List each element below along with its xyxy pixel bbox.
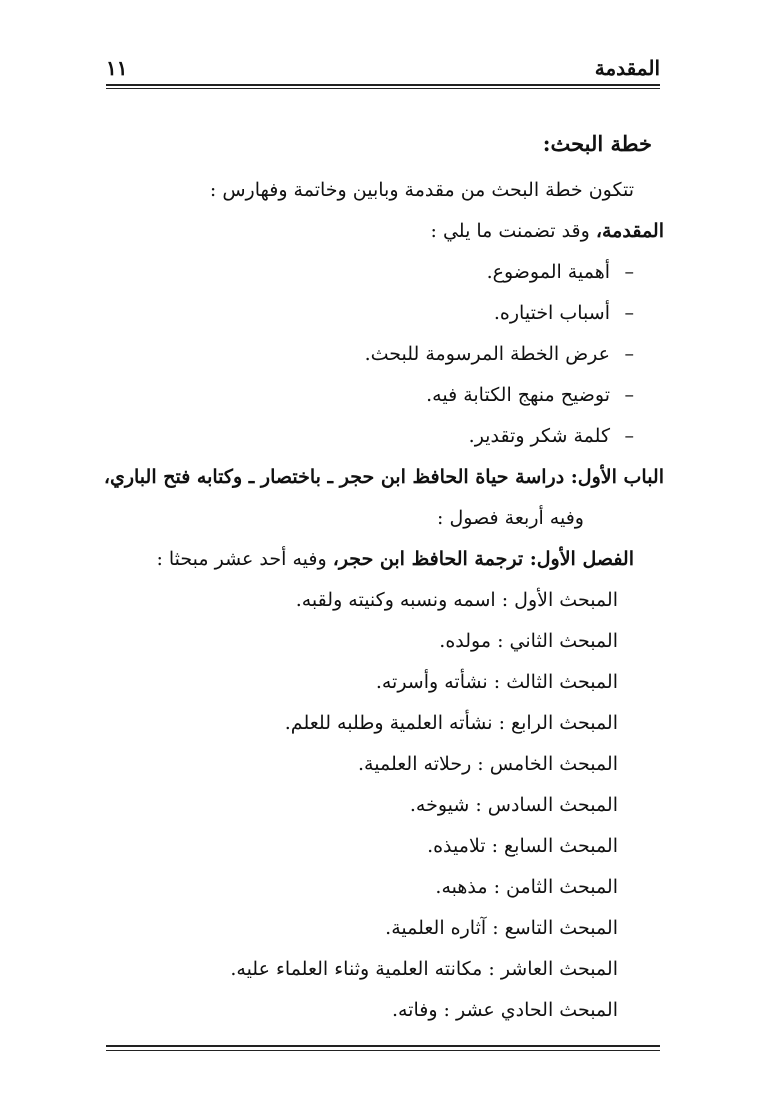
page-body [100, 118, 664, 1031]
topic-item: المبحث السادس : شيوخه. [409, 794, 618, 816]
section-heading: خطة البحث: [542, 131, 652, 156]
topic-item: المبحث التاسع : آثاره العلمية. [385, 917, 618, 939]
footer-rule [106, 1045, 660, 1047]
chapter-one-rest: وفيه أحد عشر مبحثا : [156, 548, 333, 570]
intro-paragraph: تتكون خطة البحث من مقدمة وبابين وخاتمة وفهارس : [209, 179, 634, 201]
footer-rule-thin [106, 1050, 660, 1051]
introduction-lead: المقدمة، [595, 220, 664, 242]
running-title: المقدمة [594, 56, 660, 80]
page-number: ١١ [106, 56, 128, 80]
bullet-text: كلمة شكر وتقدير. [468, 425, 610, 447]
chapter-one-title: الفصل الأول: ترجمة الحافظ ابن حجر، [332, 548, 634, 570]
part-one-title: الباب الأول: دراسة حياة الحافظ ابن حجر ـ باختصار ـ وكتابه فتح الباري، [103, 466, 664, 488]
bullet-text: أهمية الموضوع. [486, 261, 610, 283]
running-header [106, 52, 660, 86]
topic-item: المبحث الثامن : مذهبه. [435, 876, 618, 898]
topic-item: المبحث الرابع : نشأته العلمية وطلبه للعلم. [284, 712, 618, 734]
topic-item: المبحث السابع : تلاميذه. [427, 835, 618, 857]
topic-item: المبحث الحادي عشر : وفاته. [391, 999, 618, 1021]
topic-item: المبحث الثاني : مولده. [439, 630, 618, 652]
topic-item: المبحث الخامس : رحلاته العلمية. [358, 753, 618, 775]
introduction-line [100, 211, 664, 252]
dash-marker: – [624, 261, 634, 283]
bullet-item [100, 416, 664, 457]
bullet-item [100, 252, 664, 293]
dash-marker: – [624, 302, 634, 324]
bullet-item [100, 375, 664, 416]
dash-marker: – [624, 343, 634, 365]
dash-marker: – [624, 384, 634, 406]
bullet-item [100, 293, 664, 334]
topic-item: المبحث الأول : اسمه ونسبه وكنيته ولقبه. [295, 589, 618, 611]
bullet-item [100, 334, 664, 375]
bullet-text: عرض الخطة المرسومة للبحث. [364, 343, 610, 365]
header-rule-thin [106, 88, 660, 89]
dash-marker: – [624, 425, 634, 447]
topic-item: المبحث الثالث : نشأته وأسرته. [375, 671, 618, 693]
introduction-rest: وقد تضمنت ما يلي : [430, 220, 596, 242]
header-rule [106, 84, 660, 86]
bullet-text: أسباب اختياره. [493, 302, 610, 324]
part-one-subtitle: وفيه أربعة فصول : [437, 507, 584, 529]
chapter-one-line [100, 539, 664, 580]
topic-item: المبحث العاشر : مكانته العلمية وثناء العلماء عليه. [230, 958, 618, 980]
bullet-text: توضيح منهج الكتابة فيه. [426, 384, 610, 406]
